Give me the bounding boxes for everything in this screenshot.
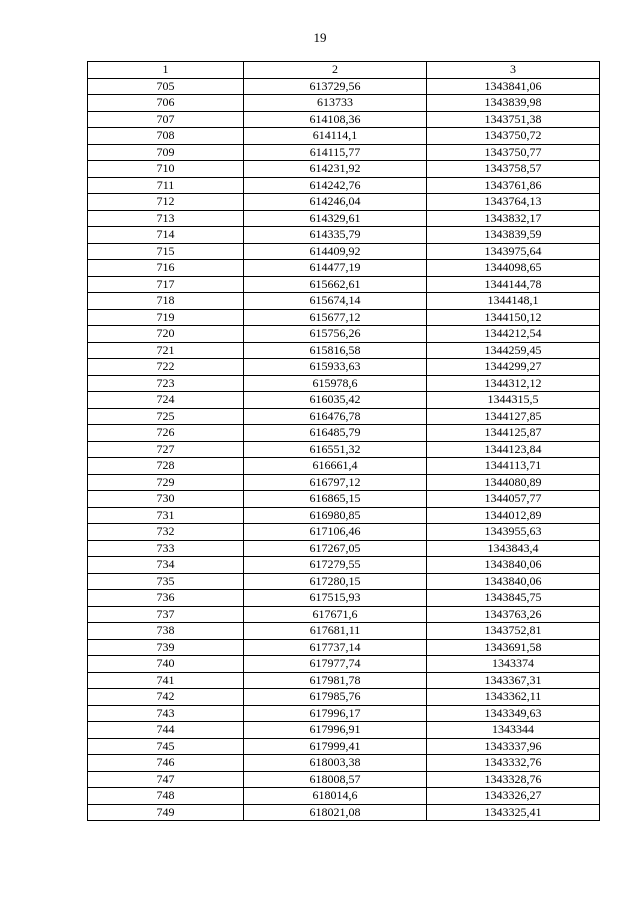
x-coordinate-cell: 614115,77 (244, 144, 427, 161)
point-number-cell: 719 (88, 309, 244, 326)
table-row (88, 705, 600, 722)
point-number-cell: 733 (88, 540, 244, 557)
column-header-3: 3 (427, 62, 600, 79)
y-coordinate-cell: 1344057,77 (427, 491, 600, 508)
point-number-cell: 707 (88, 111, 244, 128)
point-number-cell: 737 (88, 606, 244, 623)
x-coordinate-cell: 615662,61 (244, 276, 427, 293)
y-coordinate-cell: 1343751,38 (427, 111, 600, 128)
y-coordinate-cell: 1343325,41 (427, 804, 600, 821)
x-coordinate-cell: 613733 (244, 95, 427, 112)
point-number-cell: 714 (88, 227, 244, 244)
y-coordinate-cell: 1344259,45 (427, 342, 600, 359)
table-row (88, 771, 600, 788)
x-coordinate-cell: 617279,55 (244, 557, 427, 574)
table-row (88, 293, 600, 310)
table-row (88, 95, 600, 112)
x-coordinate-cell: 617737,14 (244, 639, 427, 656)
y-coordinate-cell: 1343845,75 (427, 590, 600, 607)
y-coordinate-cell: 1343349,63 (427, 705, 600, 722)
y-coordinate-cell: 1343691,58 (427, 639, 600, 656)
table-row (88, 689, 600, 706)
x-coordinate-cell: 614242,76 (244, 177, 427, 194)
x-coordinate-cell: 615933,63 (244, 359, 427, 376)
x-coordinate-cell: 617280,15 (244, 573, 427, 590)
table-row (88, 161, 600, 178)
table-row (88, 573, 600, 590)
x-coordinate-cell: 616551,32 (244, 441, 427, 458)
x-coordinate-cell: 617999,41 (244, 738, 427, 755)
point-number-cell: 732 (88, 524, 244, 541)
table-row (88, 425, 600, 442)
table-row (88, 309, 600, 326)
point-number-cell: 705 (88, 78, 244, 95)
x-coordinate-cell: 615816,58 (244, 342, 427, 359)
point-number-cell: 716 (88, 260, 244, 277)
table-row (88, 342, 600, 359)
header-row (88, 62, 600, 79)
table-header (88, 62, 600, 79)
y-coordinate-cell: 1343839,59 (427, 227, 600, 244)
table-row (88, 755, 600, 772)
point-number-cell: 746 (88, 755, 244, 772)
y-coordinate-cell: 1343843,4 (427, 540, 600, 557)
x-coordinate-cell: 618014,6 (244, 788, 427, 805)
x-coordinate-cell: 617267,05 (244, 540, 427, 557)
y-coordinate-cell: 1344125,87 (427, 425, 600, 442)
y-coordinate-cell: 1343832,17 (427, 210, 600, 227)
y-coordinate-cell: 1344144,78 (427, 276, 600, 293)
y-coordinate-cell: 1343841,06 (427, 78, 600, 95)
point-number-cell: 708 (88, 128, 244, 145)
x-coordinate-cell: 615756,26 (244, 326, 427, 343)
table-row (88, 804, 600, 821)
table-row (88, 722, 600, 739)
page-number: 19 (313, 30, 327, 45)
point-number-cell: 724 (88, 392, 244, 409)
point-number-cell: 745 (88, 738, 244, 755)
x-coordinate-cell: 618003,38 (244, 755, 427, 772)
point-number-cell: 741 (88, 672, 244, 689)
x-coordinate-cell: 617985,76 (244, 689, 427, 706)
point-number-cell: 717 (88, 276, 244, 293)
point-number-cell: 748 (88, 788, 244, 805)
y-coordinate-cell: 1343975,64 (427, 243, 600, 260)
x-coordinate-cell: 614246,04 (244, 194, 427, 211)
table-row (88, 458, 600, 475)
x-coordinate-cell: 614231,92 (244, 161, 427, 178)
point-number-cell: 735 (88, 573, 244, 590)
point-number-cell: 738 (88, 623, 244, 640)
table-row (88, 177, 600, 194)
y-coordinate-cell: 1343839,98 (427, 95, 600, 112)
table-row (88, 491, 600, 508)
table-row (88, 474, 600, 491)
y-coordinate-cell: 1344315,5 (427, 392, 600, 409)
x-coordinate-cell: 614335,79 (244, 227, 427, 244)
x-coordinate-cell: 617996,91 (244, 722, 427, 739)
table-row (88, 260, 600, 277)
y-coordinate-cell: 1343840,06 (427, 557, 600, 574)
point-number-cell: 725 (88, 408, 244, 425)
table-row (88, 656, 600, 673)
y-coordinate-cell: 1344098,65 (427, 260, 600, 277)
point-number-cell: 726 (88, 425, 244, 442)
y-coordinate-cell: 1343326,27 (427, 788, 600, 805)
table-row (88, 524, 600, 541)
point-number-cell: 718 (88, 293, 244, 310)
y-coordinate-cell: 1344212,54 (427, 326, 600, 343)
y-coordinate-cell: 1343758,57 (427, 161, 600, 178)
y-coordinate-cell: 1343761,86 (427, 177, 600, 194)
point-number-cell: 711 (88, 177, 244, 194)
x-coordinate-cell: 617977,74 (244, 656, 427, 673)
point-number-cell: 713 (88, 210, 244, 227)
y-coordinate-cell: 1343362,11 (427, 689, 600, 706)
point-number-cell: 712 (88, 194, 244, 211)
point-number-cell: 723 (88, 375, 244, 392)
point-number-cell: 740 (88, 656, 244, 673)
x-coordinate-cell: 614409,92 (244, 243, 427, 260)
point-number-cell: 734 (88, 557, 244, 574)
x-coordinate-cell: 615677,12 (244, 309, 427, 326)
y-coordinate-cell: 1344299,27 (427, 359, 600, 376)
x-coordinate-cell: 616476,78 (244, 408, 427, 425)
y-coordinate-cell: 1343752,81 (427, 623, 600, 640)
table-row (88, 128, 600, 145)
x-coordinate-cell: 616797,12 (244, 474, 427, 491)
y-coordinate-cell: 1344113,71 (427, 458, 600, 475)
table-row (88, 408, 600, 425)
table-row (88, 144, 600, 161)
table-row (88, 111, 600, 128)
x-coordinate-cell: 616035,42 (244, 392, 427, 409)
column-header-2: 2 (244, 62, 427, 79)
y-coordinate-cell: 1344012,89 (427, 507, 600, 524)
point-number-cell: 710 (88, 161, 244, 178)
point-number-cell: 727 (88, 441, 244, 458)
y-coordinate-cell: 1343332,76 (427, 755, 600, 772)
x-coordinate-cell: 618008,57 (244, 771, 427, 788)
point-number-cell: 709 (88, 144, 244, 161)
y-coordinate-cell: 1343328,76 (427, 771, 600, 788)
x-coordinate-cell: 617996,17 (244, 705, 427, 722)
point-number-cell: 730 (88, 491, 244, 508)
table-row (88, 441, 600, 458)
x-coordinate-cell: 616485,79 (244, 425, 427, 442)
table-row (88, 243, 600, 260)
point-number-cell: 715 (88, 243, 244, 260)
table-row (88, 392, 600, 409)
y-coordinate-cell: 1343344 (427, 722, 600, 739)
y-coordinate-cell: 1343955,63 (427, 524, 600, 541)
point-number-cell: 744 (88, 722, 244, 739)
table-row (88, 78, 600, 95)
point-number-cell: 742 (88, 689, 244, 706)
coordinates-table (87, 61, 600, 821)
x-coordinate-cell: 616661,4 (244, 458, 427, 475)
x-coordinate-cell: 617106,46 (244, 524, 427, 541)
y-coordinate-cell: 1344123,84 (427, 441, 600, 458)
point-number-cell: 720 (88, 326, 244, 343)
table-row (88, 639, 600, 656)
point-number-cell: 721 (88, 342, 244, 359)
point-number-cell: 722 (88, 359, 244, 376)
y-coordinate-cell: 1344080,89 (427, 474, 600, 491)
table-row (88, 375, 600, 392)
point-number-cell: 729 (88, 474, 244, 491)
x-coordinate-cell: 614108,36 (244, 111, 427, 128)
y-coordinate-cell: 1343764,13 (427, 194, 600, 211)
table-row (88, 590, 600, 607)
point-number-cell: 728 (88, 458, 244, 475)
x-coordinate-cell: 617981,78 (244, 672, 427, 689)
y-coordinate-cell: 1343367,31 (427, 672, 600, 689)
x-coordinate-cell: 616865,15 (244, 491, 427, 508)
point-number-cell: 743 (88, 705, 244, 722)
y-coordinate-cell: 1343763,26 (427, 606, 600, 623)
point-number-cell: 749 (88, 804, 244, 821)
point-number-cell: 739 (88, 639, 244, 656)
table-body (88, 78, 600, 821)
x-coordinate-cell: 615978,6 (244, 375, 427, 392)
table-row (88, 788, 600, 805)
x-coordinate-cell: 618021,08 (244, 804, 427, 821)
point-number-cell: 747 (88, 771, 244, 788)
table-row (88, 557, 600, 574)
table-row (88, 359, 600, 376)
point-number-cell: 706 (88, 95, 244, 112)
x-coordinate-cell: 617671,6 (244, 606, 427, 623)
y-coordinate-cell: 1343374 (427, 656, 600, 673)
x-coordinate-cell: 613729,56 (244, 78, 427, 95)
table-row (88, 326, 600, 343)
table-row (88, 507, 600, 524)
y-coordinate-cell: 1344148,1 (427, 293, 600, 310)
x-coordinate-cell: 617515,93 (244, 590, 427, 607)
y-coordinate-cell: 1343750,77 (427, 144, 600, 161)
table-row (88, 738, 600, 755)
x-coordinate-cell: 614329,61 (244, 210, 427, 227)
table-row (88, 606, 600, 623)
point-number-cell: 736 (88, 590, 244, 607)
y-coordinate-cell: 1343337,96 (427, 738, 600, 755)
column-header-1: 1 (88, 62, 244, 79)
table-row (88, 210, 600, 227)
x-coordinate-cell: 614114,1 (244, 128, 427, 145)
table-row (88, 623, 600, 640)
x-coordinate-cell: 617681,11 (244, 623, 427, 640)
y-coordinate-cell: 1344127,85 (427, 408, 600, 425)
table-row (88, 227, 600, 244)
y-coordinate-cell: 1343840,06 (427, 573, 600, 590)
table-row (88, 672, 600, 689)
x-coordinate-cell: 616980,85 (244, 507, 427, 524)
x-coordinate-cell: 615674,14 (244, 293, 427, 310)
table-row (88, 194, 600, 211)
table-row (88, 276, 600, 293)
y-coordinate-cell: 1344312,12 (427, 375, 600, 392)
y-coordinate-cell: 1344150,12 (427, 309, 600, 326)
table-row (88, 540, 600, 557)
x-coordinate-cell: 614477,19 (244, 260, 427, 277)
y-coordinate-cell: 1343750,72 (427, 128, 600, 145)
point-number-cell: 731 (88, 507, 244, 524)
